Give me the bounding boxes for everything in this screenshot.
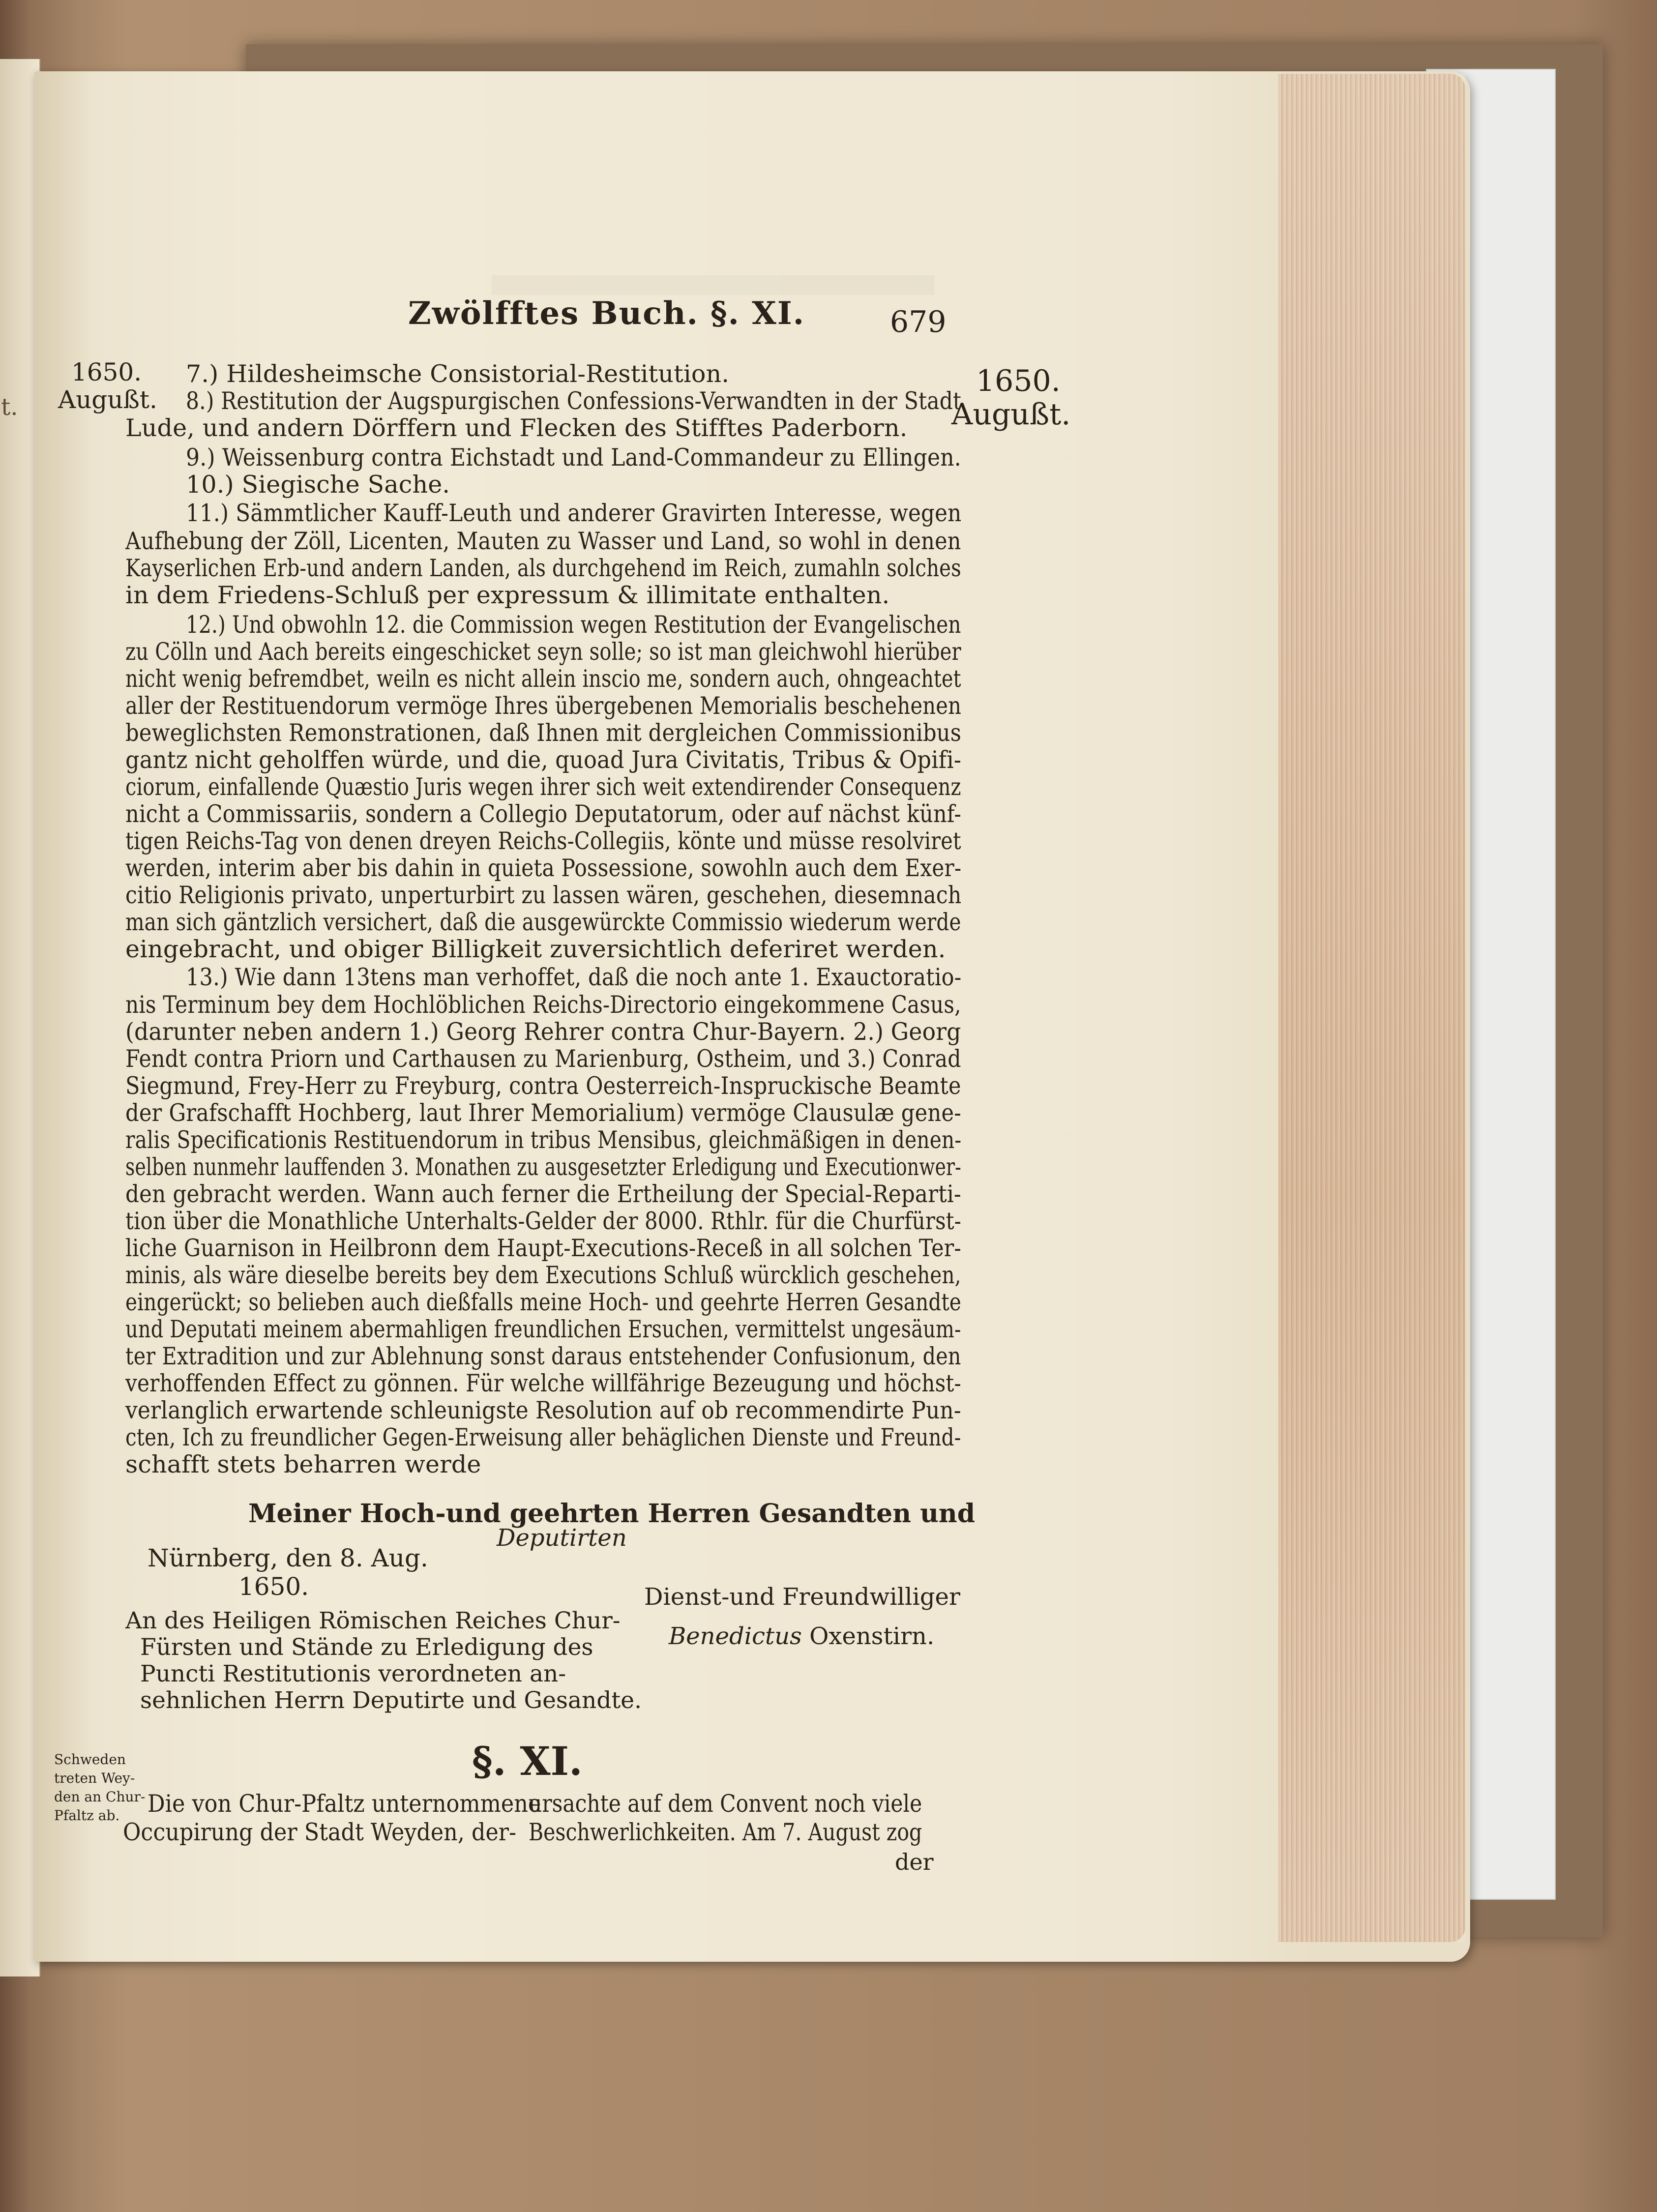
text-line: beweglichsten Remonstrationen, daß Ihnen mit dergleichen Commissionibus <box>125 719 962 747</box>
column-left-line: Occupirung der Stadt Weyden, der- <box>123 1818 517 1846</box>
text-line: den gebracht werden. Wann auch ferner die Ertheilung der Special-Reparti- <box>125 1180 961 1208</box>
text-line: 9.) Weissenburg contra Eichstadt und Land-Commandeur zu Ellingen. <box>186 443 961 472</box>
closing-salutation-2: Deputirten <box>497 1524 627 1552</box>
text-line: verlanglich erwartende schleunigste Resolution auf ob recommendirte Pun- <box>125 1396 961 1424</box>
closing-salutation: Meiner Hoch-und geehrten Herren Gesandten und <box>248 1499 976 1529</box>
text-line: ciorum, einfallende Quæstio Juris wegen ihrer sich weit extendirender Consequenz <box>125 773 961 801</box>
text-line: 8.) Restitution der Augspurgischen Confessions-Verwandten in der Stadt <box>186 387 962 415</box>
text-line: eingebracht, und obiger Billigkeit zuversichtlich deferiret werden. <box>125 935 946 963</box>
text-line: Kayserlichen Erb-und andern Landen, als durchgehend im Reich, zumahln solches <box>125 554 962 582</box>
running-head: Zwölfftes Buch. §. XI. <box>408 295 805 332</box>
text-line: 12.) Und obwohln 12. die Commission wegen Restitution der Evangelischen <box>186 611 961 639</box>
margin-year-left: 1650. <box>71 358 142 386</box>
margin-month-left: Augußt. <box>58 385 157 414</box>
section-heading: §. XI. <box>472 1738 583 1784</box>
subscription: Dienst-und Freundwilliger <box>644 1583 960 1611</box>
column-right-line: ursachte auf dem Convent noch viele <box>529 1790 922 1818</box>
side-note-line: Schweden <box>54 1751 126 1768</box>
text-line: schafft stets beharren werde <box>125 1450 481 1478</box>
signature-last: Oxenstirn. <box>809 1622 935 1650</box>
side-note-line: den an Chur- <box>54 1789 146 1805</box>
address-line: Puncti Restitutionis verordneten an- <box>140 1660 566 1687</box>
text-line: tigen Reichs-Tag von denen dreyen Reichs-Collegiis, könte und müsse resolviret <box>125 827 961 855</box>
facing-page-fragment: t. <box>1 393 18 421</box>
catchword: der <box>895 1849 934 1875</box>
page-number: 679 <box>890 305 947 339</box>
text-line: cten, Ich zu freundlicher Gegen-Erweisung aller behäglichen Dienste und Freund- <box>125 1423 961 1451</box>
column-right-line: Beschwerlichkeiten. Am 7. August zog <box>529 1818 922 1846</box>
text-line: 13.) Wie dann 13tens man verhoffet, daß die noch ante 1. Exauctoratio- <box>186 963 962 991</box>
side-note-line: treten Wey- <box>54 1770 135 1786</box>
text-line: 11.) Sämmtlicher Kauff-Leuth und anderer Gravirten Interesse, wegen <box>186 499 962 527</box>
text-line: nis Terminum bey dem Hochlöblichen Reichs-Directorio eingekommene Casus, <box>125 991 961 1019</box>
text-line: selben nunmehr lauffenden 3. Monathen zu ausgesetzter Erledigung und Executionwer- <box>125 1153 962 1181</box>
signature <box>669 1622 934 1650</box>
signature-first: Benedictus <box>669 1622 802 1650</box>
text-line: minis, als wäre dieselbe bereits bey dem Executions Schluß würcklich geschehen, <box>125 1261 961 1289</box>
text-line: aller der Restituendorum vermöge Ihres übergebenen Memorialis beschehenen <box>125 692 962 720</box>
text-line: der Grafschafft Hochberg, laut Ihrer Memorialium) vermöge Clausulæ gene- <box>125 1099 962 1127</box>
text-line: verhoffenden Effect zu gönnen. Für welche willfährige Bezeugung und höchst- <box>125 1369 961 1397</box>
column-left-line: Die von Chur-Pfaltz unternommene <box>148 1790 541 1818</box>
text-line: 10.) Siegische Sache. <box>186 471 450 499</box>
text-line: Lude, und andern Dörffern und Flecken des Stifftes Paderborn. <box>125 414 908 442</box>
place-date: Nürnberg, den 8. Aug. <box>148 1544 428 1572</box>
text-line: und Deputati meinem abermahligen freundlichen Ersuchen, vermittelst ungesäum- <box>125 1315 961 1343</box>
text-line: citio Religionis privato, unperturbirt zu lassen wären, geschehen, diesemnach <box>125 881 962 909</box>
text-line: zu Cölln und Aach bereits eingeschicket seyn solle; so ist man gleichwohl hierüber <box>125 638 961 666</box>
text-line: gantz nicht geholffen würde, und die, quoad Jura Civitatis, Tribus & Opifi- <box>125 746 962 774</box>
text-line: in dem Friedens-Schluß per expressum & illimitate enthalten. <box>125 581 890 609</box>
show-through-mark <box>492 275 934 295</box>
text-line: Fendt contra Priorn und Carthausen zu Marienburg, Ostheim, und 3.) Conrad <box>125 1045 961 1073</box>
text-line: man sich gäntzlich versichert, daß die ausgewürckte Commissio wiederum werde <box>125 908 961 936</box>
address-line: sehnlichen Herrn Deputirte und Gesandte. <box>140 1687 642 1714</box>
text-line: nicht wenig befremdbet, weiln es nicht allein inscio me, sondern auch, ohngeachtet <box>125 665 961 693</box>
text-line: Aufhebung der Zöll, Licenten, Mauten zu Wasser und Land, so wohl in denen <box>125 527 961 555</box>
text-line: Siegmund, Frey-Herr zu Freyburg, contra Oesterreich-Inspruckische Beamte <box>125 1072 961 1100</box>
text-line: tion über die Monathliche Unterhalts-Gelder der 8000. Rthlr. für die Churfürst- <box>125 1207 962 1235</box>
side-note-line: Pfaltz ab. <box>54 1807 120 1824</box>
text-line: eingerückt; so belieben auch dießfalls meine Hoch- und geehrte Herren Gesandte <box>125 1288 962 1316</box>
margin-month-right: Augußt. <box>951 397 1071 432</box>
text-line: ter Extradition und zur Ablehnung sonst daraus entstehender Confusionum, den <box>125 1342 961 1370</box>
address-line: An des Heiligen Römischen Reiches Chur- <box>125 1607 621 1634</box>
text-line: ralis Specificationis Restituendorum in tribus Mensibus, gleichmäßigen in denen- <box>125 1126 962 1154</box>
text-line: werden, interim aber bis dahin in quieta Possessione, sowohln auch dem Exer- <box>125 854 962 882</box>
date-year: 1650. <box>238 1572 309 1601</box>
page-edges <box>1278 74 1465 1942</box>
text-line: (darunter neben andern 1.) Georg Rehrer contra Chur-Bayern. 2.) Georg <box>125 1018 961 1046</box>
text-line: liche Guarnison in Heilbronn dem Haupt-Executions-Receß in all solchen Ter- <box>125 1234 961 1262</box>
text-line: nicht a Commissariis, sondern a Collegio Deputatorum, oder auf nächst künf- <box>125 800 962 828</box>
address-line: Fürsten und Stände zu Erledigung des <box>140 1634 593 1661</box>
margin-year-right: 1650. <box>976 364 1061 398</box>
text-line: 7.) Hildesheimsche Consistorial-Restitution. <box>186 360 730 388</box>
